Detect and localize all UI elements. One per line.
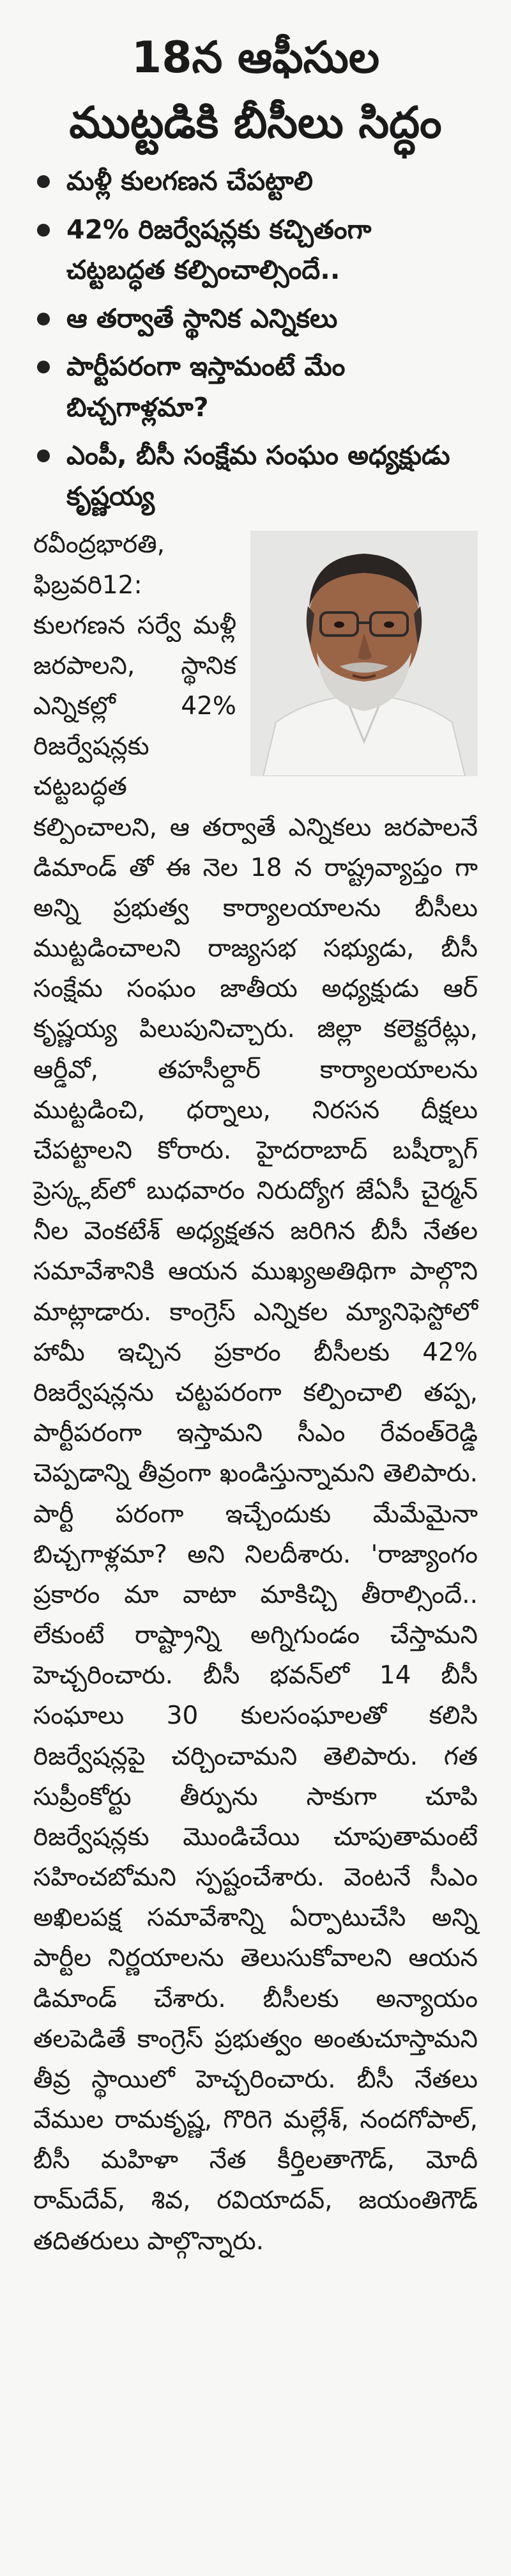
headline-line-1: 18న ఆఫీసుల: [131, 33, 380, 83]
dateline: రవీంద్రభారతి, ఫిబ్రవరి12:: [33, 530, 165, 600]
article: [33, 524, 478, 2261]
article-text: కులగణన సర్వే మళ్లీ జరపాలని, స్థానిక ఎన్నికల్లో 42% రిజర్వేషన్లకు చట్టబద్ధత కల్పించాలని, ఆ తర్వాతే ఎన్నికలు జరపాలనే డిమాండ్ తో ఈ నెల 18 న రాష్ట్రవ్యాప్తం గా అన్ని ప్రభుత్వ కార్యాలయాలను బీసీలు ముట్టడించాలని రాజ్యసభ సభ్యుడు, బీసీ సంక్షేమ సంఘం జాతీయ అధ్యక్షుడు ఆర్ కృష్ణయ్య పిలుపునిచ్చారు. జిల్లా కలెక్టరేట్లు, ఆర్డీవో, తహసీల్దార్ కార్యాలయాలను ముట్టడించి, ధర్నాలు, నిరసన దీక్షలు చేపట్టాలని కోరారు. హైదరాబాద్ బషీర్బాగ్ ప్రెస్క్లబ్‌లో బుధవారం నిరుద్యోగ జేఏసీ చైర్మన్ నీల వెంకటేశ్ అధ్యక్షతన జరిగిన బీసీ నేతల సమావేశానికి ఆయన ముఖ్యఅతిథిగా పాల్గొని మాట్లాడారు. కాంగ్రెస్ ఎన్నికల మ్యానిఫెస్టోలో హామీ ఇచ్చిన ప్రకారం బీసీలకు 42% రిజర్వేషన్లను చట్టపరంగా కల్పించాలి తప్ప, పార్టీపరంగా ఇస్తామని సీఎం రేవంత్‌రెడ్డి చెప్పడాన్ని తీవ్రంగా ఖండిస్తున్నామని తెలిపారు. పార్టీ పరంగా ఇచ్చేందుకు మేమేమైనా బిచ్చగాళ్లమా? అని నిలదీశారు. 'రాజ్యాంగం ప్రకారం మా వాటా మాకిచ్చి తీరాల్సిందే.. లేకుంటే రాష్ట్రాన్ని అగ్నిగుండం చేస్తామని హెచ్చరించారు. బీసీ భవన్‌లో 14 బీసీ సంఘాలు 30 కులసంఘాలతో కలిసి రిజర్వేషన్లపై చర్చించామని తెలిపారు. గత సుప్రీంకోర్టు తీర్పును సాకుగా చూపి రిజర్వేషన్లకు మొండిచేయి చూపుతామంటే సహించబోమని స్పష్టంచేశారు. వెంటనే సీఎం అఖిలపక్ష సమావేశాన్ని ఏర్పాటుచేసి అన్ని పార్టీల నిర్ణయాలను తెలుసుకోవాలని ఆయన డిమాండ్ చేశారు. బీసీలకు అన్యాయం తలపెడితే కాంగ్రెస్ ప్రభుత్వం అంతుచూస్తామని తీవ్ర స్థాయిలో హెచ్చరించారు. బీసీ నేతలు వేముల రామకృష్ణ, గొరిగె మల్లేశ్, నందగోపాల్, బీసీ మహిళా నేత కీర్తిలతాగౌడ్, మోదీ రామ్‌దేవ్, శివ, రవియాదవ్, జయంతిగౌడ్ తదితరులు పాల్గొన్నారు.: [33, 611, 478, 2256]
headline: [33, 26, 478, 156]
bullet-icon: [37, 313, 50, 325]
bullet-icon: [37, 361, 50, 373]
highlight-item: ఆ తర్వాతే స్థానిక ఎన్నికలు: [33, 299, 478, 340]
article-body: [33, 524, 478, 2261]
portrait-illustration: [250, 531, 478, 776]
bullet-icon: [37, 175, 50, 188]
headline-line-2: ముట్టడికి బీసీలు సిద్ధం: [69, 98, 442, 148]
portrait-photo: [250, 531, 478, 776]
highlight-item: మళ్లీ కులగణన చేపట్టాలి: [33, 161, 478, 202]
highlight-item: ఎంపీ, బీసీ సంక్షేమ సంఘం అధ్యక్షుడు కృష్ణయ్య: [33, 435, 478, 517]
bullet-icon: [37, 224, 50, 237]
highlights-list: [33, 161, 478, 517]
bullet-icon: [37, 449, 50, 462]
highlight-item: 42% రిజర్వేషన్లకు కచ్చితంగా చట్టబద్ధత కల్పించాల్సిందే..: [33, 210, 478, 291]
highlight-item: పార్టీపరంగా ఇస్తామంటే మేం బిచ్చగాళ్లమా?: [33, 347, 478, 428]
